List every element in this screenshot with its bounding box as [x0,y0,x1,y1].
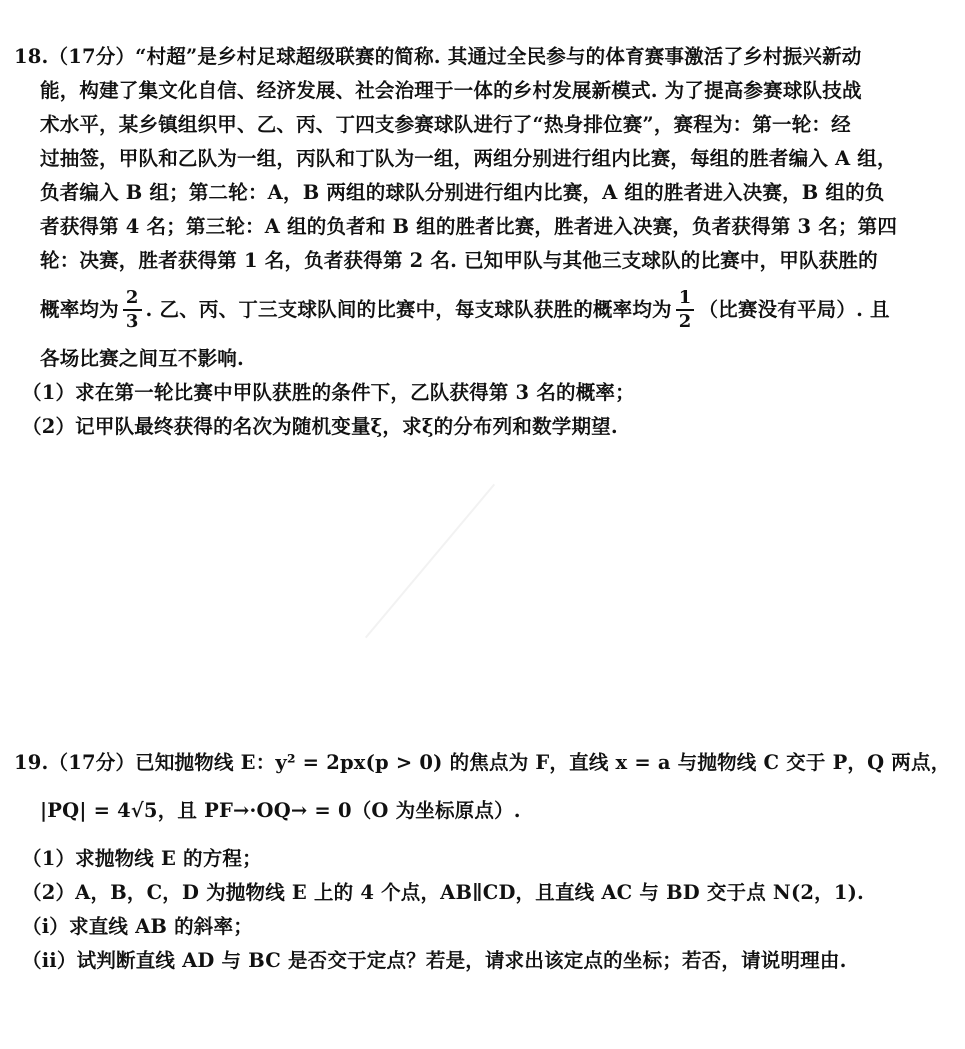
spacer [14,828,954,842]
problem-18 [14,40,954,444]
problem-19-line-2: |PQ| = 4√5，且 PF→·OQ→ = 0（O 为坐标原点）. [40,799,521,822]
faint-watermark-stroke [365,484,495,638]
problem-18-line-9: 各场比赛之间互不影响. [40,347,244,370]
fraction-numerator: 2 [125,287,139,308]
problem-18-line-1: 18.（17分）“村超”是乡村足球超级联赛的简称. 其通过全民参与的体育赛事激活了乡村振兴新动 [14,45,862,68]
problem-19 [14,746,954,978]
line-8-text-b: . 乙、丙、丁三支球队间的比赛中，每支球队获胜的概率均为 [145,298,672,321]
problem-18-question-2: （2）记甲队最终获得的名次为随机变量ξ，求ξ的分布列和数学期望. [22,415,618,438]
problem-19-question-2-i: （i）求直线 AB 的斜率； [22,915,253,938]
fraction-denominator: 3 [123,309,142,331]
fraction-one-half [676,289,695,331]
fraction-two-thirds [123,289,142,331]
problem-19-question-1: （1）求抛物线 E 的方程； [22,847,262,870]
line-8-text-c: （比赛没有平局）. 且 [698,298,890,321]
line-8-text-a: 概率均为 [40,298,119,321]
problem-18-line-7: 轮：决赛，胜者获得第 1 名，负者获得第 2 名. 已知甲队与其他三支球队的比赛中，甲队获胜的 [40,249,878,272]
problem-19-line-1: 19.（17分）已知抛物线 E：y² = 2px(p > 0) 的焦点为 F，直线 x = a 与抛物线 C 交于 P，Q 两点， [14,751,951,774]
problem-18-line-6: 者获得第 4 名；第三轮：A 组的负者和 B 组的胜者比赛，胜者进入决赛，负者获得第 3 名；第四 [40,215,898,238]
problem-19-question-2-ii: （ii）试判断直线 AD 与 BC 是否交于定点？若是，请求出该定点的坐标；若否，请说明理由. [22,949,847,972]
problem-18-line-2: 能，构建了集文化自信、经济发展、社会治理于一体的乡村发展新模式. 为了提高参赛球队技战 [40,79,862,102]
problem-18-question-1: （1）求在第一轮比赛中甲队获胜的条件下，乙队获得第 3 名的概率； [22,381,635,404]
fraction-denominator: 2 [676,309,695,331]
problem-18-line-4: 过抽签，甲队和乙队为一组，丙队和丁队为一组，两组分别进行组内比赛，每组的胜者编入 A 组， [40,147,897,170]
problem-18-line-3: 术水平，某乡镇组织甲、乙、丙、丁四支参赛球队进行了“热身排位赛”，赛程为：第一轮：经 [40,113,851,136]
fraction-numerator: 1 [678,287,692,308]
spacer [14,780,954,794]
problem-18-line-5: 负者编入 B 组；第二轮：A，B 两组的球队分别进行组内比赛，A 组的胜者进入决赛，B 组的负 [40,181,885,204]
problem-19-question-2: （2）A，B，C，D 为抛物线 E 上的 4 个点，AB∥CD，且直线 AC 与 BD 交于点 N(2，1). [22,881,865,904]
problem-18-line-8 [14,278,954,342]
